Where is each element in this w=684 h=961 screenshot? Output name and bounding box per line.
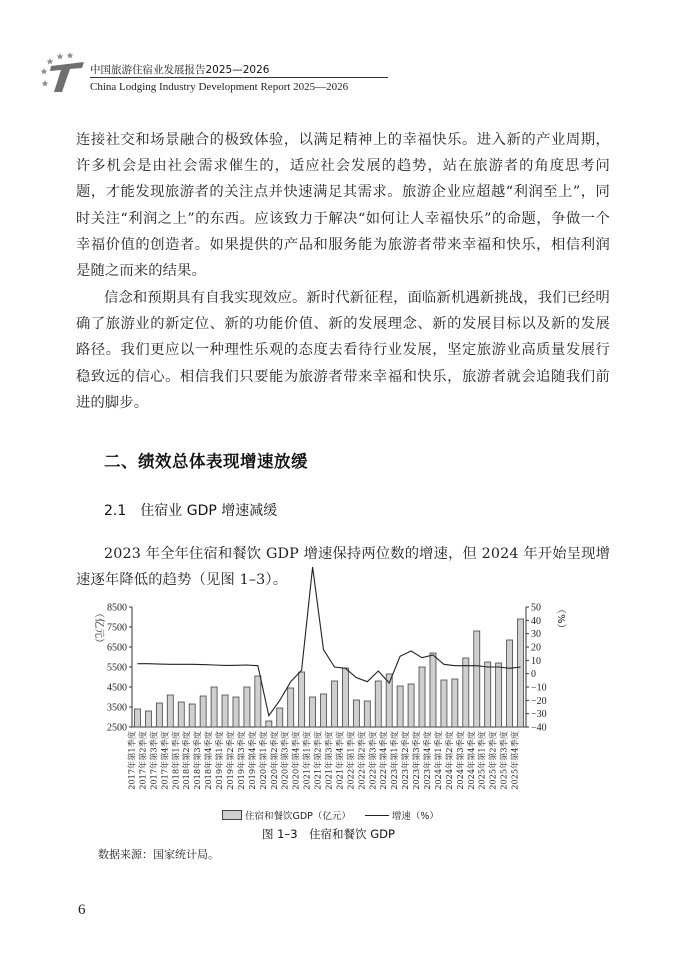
left-tick-label: 8500 [107,602,127,614]
x-tick-label: 2025年第4季度 [509,731,520,790]
gdp-bar [200,696,206,727]
running-header [40,48,360,98]
body-paragraph: 2023 年全年住宿和餐饮 GDP 增速保持两位数的增速，但 2024 年开始呈现增速逐年降低的趋势（见图 1–3）。 [76,546,611,589]
figure-caption: 图 1–3 住宿和餐饮 GDP [262,827,395,841]
x-tick-label: 2025年第2季度 [487,731,498,790]
subsection-title: 2.1 住宿业 GDP 增速减缓 [104,503,278,519]
chart-legend [222,808,439,822]
x-tick-label: 2019年第3季度 [235,731,246,790]
left-tick-label: 4500 [107,682,127,694]
gdp-bar [485,662,491,727]
gdp-bar [364,701,370,727]
gdp-bar [310,697,316,727]
body-paragraph: 信念和预期具有自我实现效应。新时代新征程，面临新机遇新挑战，我们已经明确了旅游业的新定位、新的功能价值、新的发展理念、新的发展目标以及新的发展路径。我们更应以一种理性乐观的态度去看待行业发展，坚定旅游业高质量发展行稳致远的信心。相信我们只要能为旅游者带来幸福和快乐，旅游者就会追随我们前进的脚步。 [76,290,610,411]
x-tick-label: 2024年第1季度 [432,731,443,790]
x-tick-label: 2018年第3季度 [192,731,203,790]
body-paragraph: 连接社交和场景融合的极致体验，以满足精神上的幸福快乐。进入新的产业周期，许多机会是由社会需求催生的，适应社会发展的趋势，站在旅游者的角度思考问题，才能发现旅游者的关注点并快速满足其需求。旅游企业应超越“利润至上”，同时关注“利润之上”的东西。应该致力于解决“如何让人幸福快乐”的命题，争做一个幸福价值的创造者。如果提供的产品和服务能为旅游者带来幸福和快乐，相信利润是随之而来的结果。 [76,132,610,280]
x-tick-label: 2024年第4季度 [465,731,476,790]
gdp-bar [496,663,502,727]
x-tick-label: 2022年第1季度 [345,731,356,790]
gdp-bar [430,653,436,727]
header-rule [90,77,388,78]
right-tick-label: 0 [531,669,536,681]
x-tick-label: 2018年第2季度 [181,731,192,790]
section-title: 二、绩效总体表现增速放缓 [104,452,308,471]
x-tick-label: 2021年第4季度 [334,731,345,790]
x-tick-label: 2019年第1季度 [214,731,224,790]
left-tick-label: 7500 [107,622,127,634]
gdp-bar [342,668,348,727]
x-tick-label: 2023年第4季度 [422,731,432,790]
right-tick-label: −10 [531,682,547,694]
x-tick-label: 2021年第2季度 [312,731,323,790]
x-tick-label: 2025年第3季度 [498,731,509,790]
right-tick-label: 50 [531,602,541,614]
left-axis-label: （亿元） [93,608,104,648]
gdp-bar [288,688,294,727]
gdp-bar [266,721,272,727]
right-tick-label: 40 [531,615,541,627]
x-tick-label: 2022年第4季度 [378,731,389,790]
right-tick-label: −30 [531,709,547,721]
x-tick-label: 2024年第3季度 [454,731,465,790]
x-tick-label: 2017年第1季度 [126,731,137,790]
legend-bar-label: 住宿和餐饮GDP（亿元） [245,811,351,822]
left-tick-label: 3500 [107,702,127,714]
gdp-bar [233,697,239,727]
x-tick-label: 2020年第2季度 [268,731,279,790]
x-tick-label: 2020年第4季度 [290,731,301,790]
x-tick-label: 2022年第2季度 [356,731,367,790]
left-tick-label: 6500 [107,642,127,654]
left-tick-label: 2500 [107,722,127,734]
x-tick-label: 2017年第3季度 [148,731,159,790]
x-tick-label: 2020年第3季度 [279,731,290,790]
x-tick-label: 2021年第3季度 [323,731,334,790]
right-axis-label: （%） [555,604,566,634]
x-tick-label: 2018年第4季度 [203,731,214,790]
gdp-bar [178,702,184,727]
x-tick-label: 2023年第2季度 [400,731,411,790]
gdp-bar [353,700,359,727]
x-tick-label: 2022年第3季度 [367,731,378,790]
x-tick-label: 2019年第2季度 [225,731,235,790]
gdp-bar [321,694,327,727]
gdp-bar [222,695,228,727]
report-logo-icon [40,48,88,96]
gdp-bar [134,709,140,727]
gdp-bar [441,680,447,727]
x-tick-label: 2021年第1季度 [301,731,312,790]
x-tick-label: 2025年第1季度 [476,731,487,790]
gdp-bar [255,676,261,727]
x-tick-label: 2020年第1季度 [257,731,268,790]
legend-bar-swatch [222,810,242,820]
gdp-bar [463,658,469,727]
left-tick-label: 5500 [107,662,127,674]
x-tick-label: 2019年第4季度 [246,731,257,790]
gdp-bar [331,681,337,727]
page-number: 6 [78,902,86,918]
x-tick-label: 2023年第3季度 [411,731,421,790]
x-tick-label: 2018年第1季度 [170,731,181,790]
data-source-note: 数据来源：国家统计局。 [98,848,219,861]
gdp-bar [452,679,458,727]
right-tick-label: 20 [531,642,541,654]
legend-line-label: 增速（%） [391,811,439,822]
x-tick-label: 2017年第2季度 [137,731,148,790]
gdp-bar [518,619,524,727]
right-tick-label: −40 [531,722,547,734]
right-tick-label: 30 [531,629,541,641]
x-tick-label: 2017年第4季度 [159,731,170,790]
gdp-bar [145,711,151,727]
gdp-bar [211,687,217,727]
gdp-bar [189,704,195,727]
right-tick-label: 10 [531,655,541,667]
gdp-bar [299,672,305,727]
gdp-bar [167,695,173,727]
header-title-cn: 中国旅游住宿业发展报告2025—2026 [90,64,270,76]
gdp-bar [507,640,513,727]
gdp-bar [408,684,414,727]
header-title-en: China Lodging Industry Development Report 2025—2026 [90,81,349,93]
gdp-bar [474,631,480,727]
gdp-bar [277,708,283,727]
right-tick-label: −20 [531,695,547,707]
x-tick-label: 2023年第1季度 [389,731,400,790]
gdp-chart [76,596,566,808]
gdp-bar [156,703,162,727]
gdp-bar [375,681,381,727]
gdp-bar [244,687,250,727]
gdp-bar [419,667,425,727]
legend-line-swatch [365,815,389,816]
x-tick-label: 2024年第2季度 [443,731,454,790]
gdp-bar [397,686,403,727]
